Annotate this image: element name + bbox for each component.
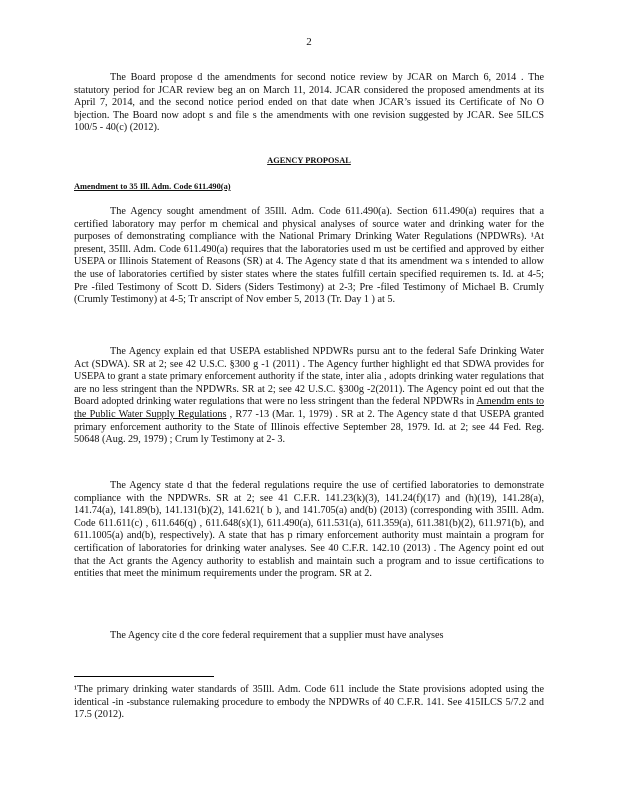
subsection-heading: Amendment to 35 Ill. Adm. Code 611.490(a) <box>74 182 231 191</box>
paragraph-amendment-611-490: The Agency sought amendment of 35Ill. Adm. Code 611.490(a). Section 611.490(a) requires that a certified laboratory may perfor m chemical and physical analyses of source water and drinking water for the purposes of demonstrating compliance with the National Primary Drinking Water Regulations (NPDWRs). ¹At present, 35Ill. Adm. Code 611.490(a) requires that the laboratories used m ust be certified and approved by either USEPA or Illinois Statement of Reasons (SR) at 4. The Agency state d that its amendment wa s intended to allow the use of laboratories certified by sister states where the states fulfill certain specified requiremen ts. Id. at 4-5; Pre -filed Testimony of Scott D. Siders (Siders Testimony) at 2-3; Pre -filed Testimony of Michael B. Crumly (Crumly Testimony) at 4-5; Tr anscript of Nov ember 5, 2013 (Tr. Day 1 ) at 5. <box>74 206 544 306</box>
footnote: ¹The primary drinking water standards of 35Ill. Adm. Code 611 include the State provisions adopted using the identical -in -substance rulemaking procedure to embody the NPDWRs of 40 C.F.R. 141. See 415ILCS 5/7.2 and 17.5 (2012). <box>74 684 544 721</box>
page-number: 2 <box>306 36 312 48</box>
section-heading-text: AGENCY PROPOSAL <box>267 156 351 165</box>
paragraph-certified-laboratories: The Agency state d that the federal regulations require the use of certified laboratories to demonstrate compliance with the NPDWRs. SR at 2; see 41 C.F.R. 141.23(k)(3), 141.24(f)(17) and (h)(19), 141.28(a), 141.74(a), 141.89(b), 141.131(b)(2), 141.621( b ), and 141.705(a) and(b) (2013) (corresponding with 35Ill. Adm. Code 611.611(c) , 611.646(q) , 611.648(s)(1), 611.490(a), 611.531(a), 611.359(a), 611.381(b)(2), 611.971(b), and 611.1005(a) and(b), respectively). A state that has p rimary enforcement authority must maintain a program for certification of laboratories for drinking water analyses. See 40 C.F.R. 142.10 (2013) . The Agency point ed out that the Act grants the Agency authority to establish and maintain such a program and to issue certifications to entities that meet the minimum requirements under the program. SR at 2. <box>74 480 544 580</box>
footnote-divider <box>74 676 214 677</box>
case-citation: Amendm ents to the Public Water Supply Regulations <box>74 396 545 420</box>
paragraph-text-part-1: The Agency explain ed that USEPA established NPDWRs pursu ant to the federal Safe Drinking Water Act (SDWA). SR at 2; see 42 U.S.C. §300 g -1 (2011) . The Agency further highlight ed that SDWA provides for USEPA to grant a state primary enforcement authority if the state, inter alia , adopts drinking water regulations that are no less stringent than the NPDWRs. SR at 2; see 42 U.S.C. §300g -2(2011). The Agency point ed out that the Board adopted drinking water regulations that were no less stringent than the federal NPDWRs in <box>74 346 544 408</box>
section-heading <box>0 156 618 165</box>
paragraph-board-proposal: The Board propose d the amendments for second notice review by JCAR on March 6, 2014 . The statutory period for JCAR review beg an on March 11, 2014. JCAR considered the proposed amendments at its April 7, 2014, and the second notice period ended on that date when JCAR’s issued its Certificate of No O bjection. The Board now adopt s and file s the amendments with one revision suggested by JCAR. See 5ILCS 100/5 - 40(c) (2012). <box>74 72 544 134</box>
paragraph-text-part-2: , R77 -13 (Mar. 1, 1979) . SR at 2. The Agency state d that USEPA granted primary enforcement authority to the State of Illinois effective September 28, 1979. Id. at 2; see 44 Fed. Reg. 50648 (Aug. 29, 1979) ; Crum ly Testimony at 2- 3. <box>74 408 545 446</box>
paragraph-usepa-npdwrs <box>74 346 544 447</box>
paragraph-core-requirement: The Agency cite d the core federal requirement that a supplier must have analyses <box>110 630 444 641</box>
